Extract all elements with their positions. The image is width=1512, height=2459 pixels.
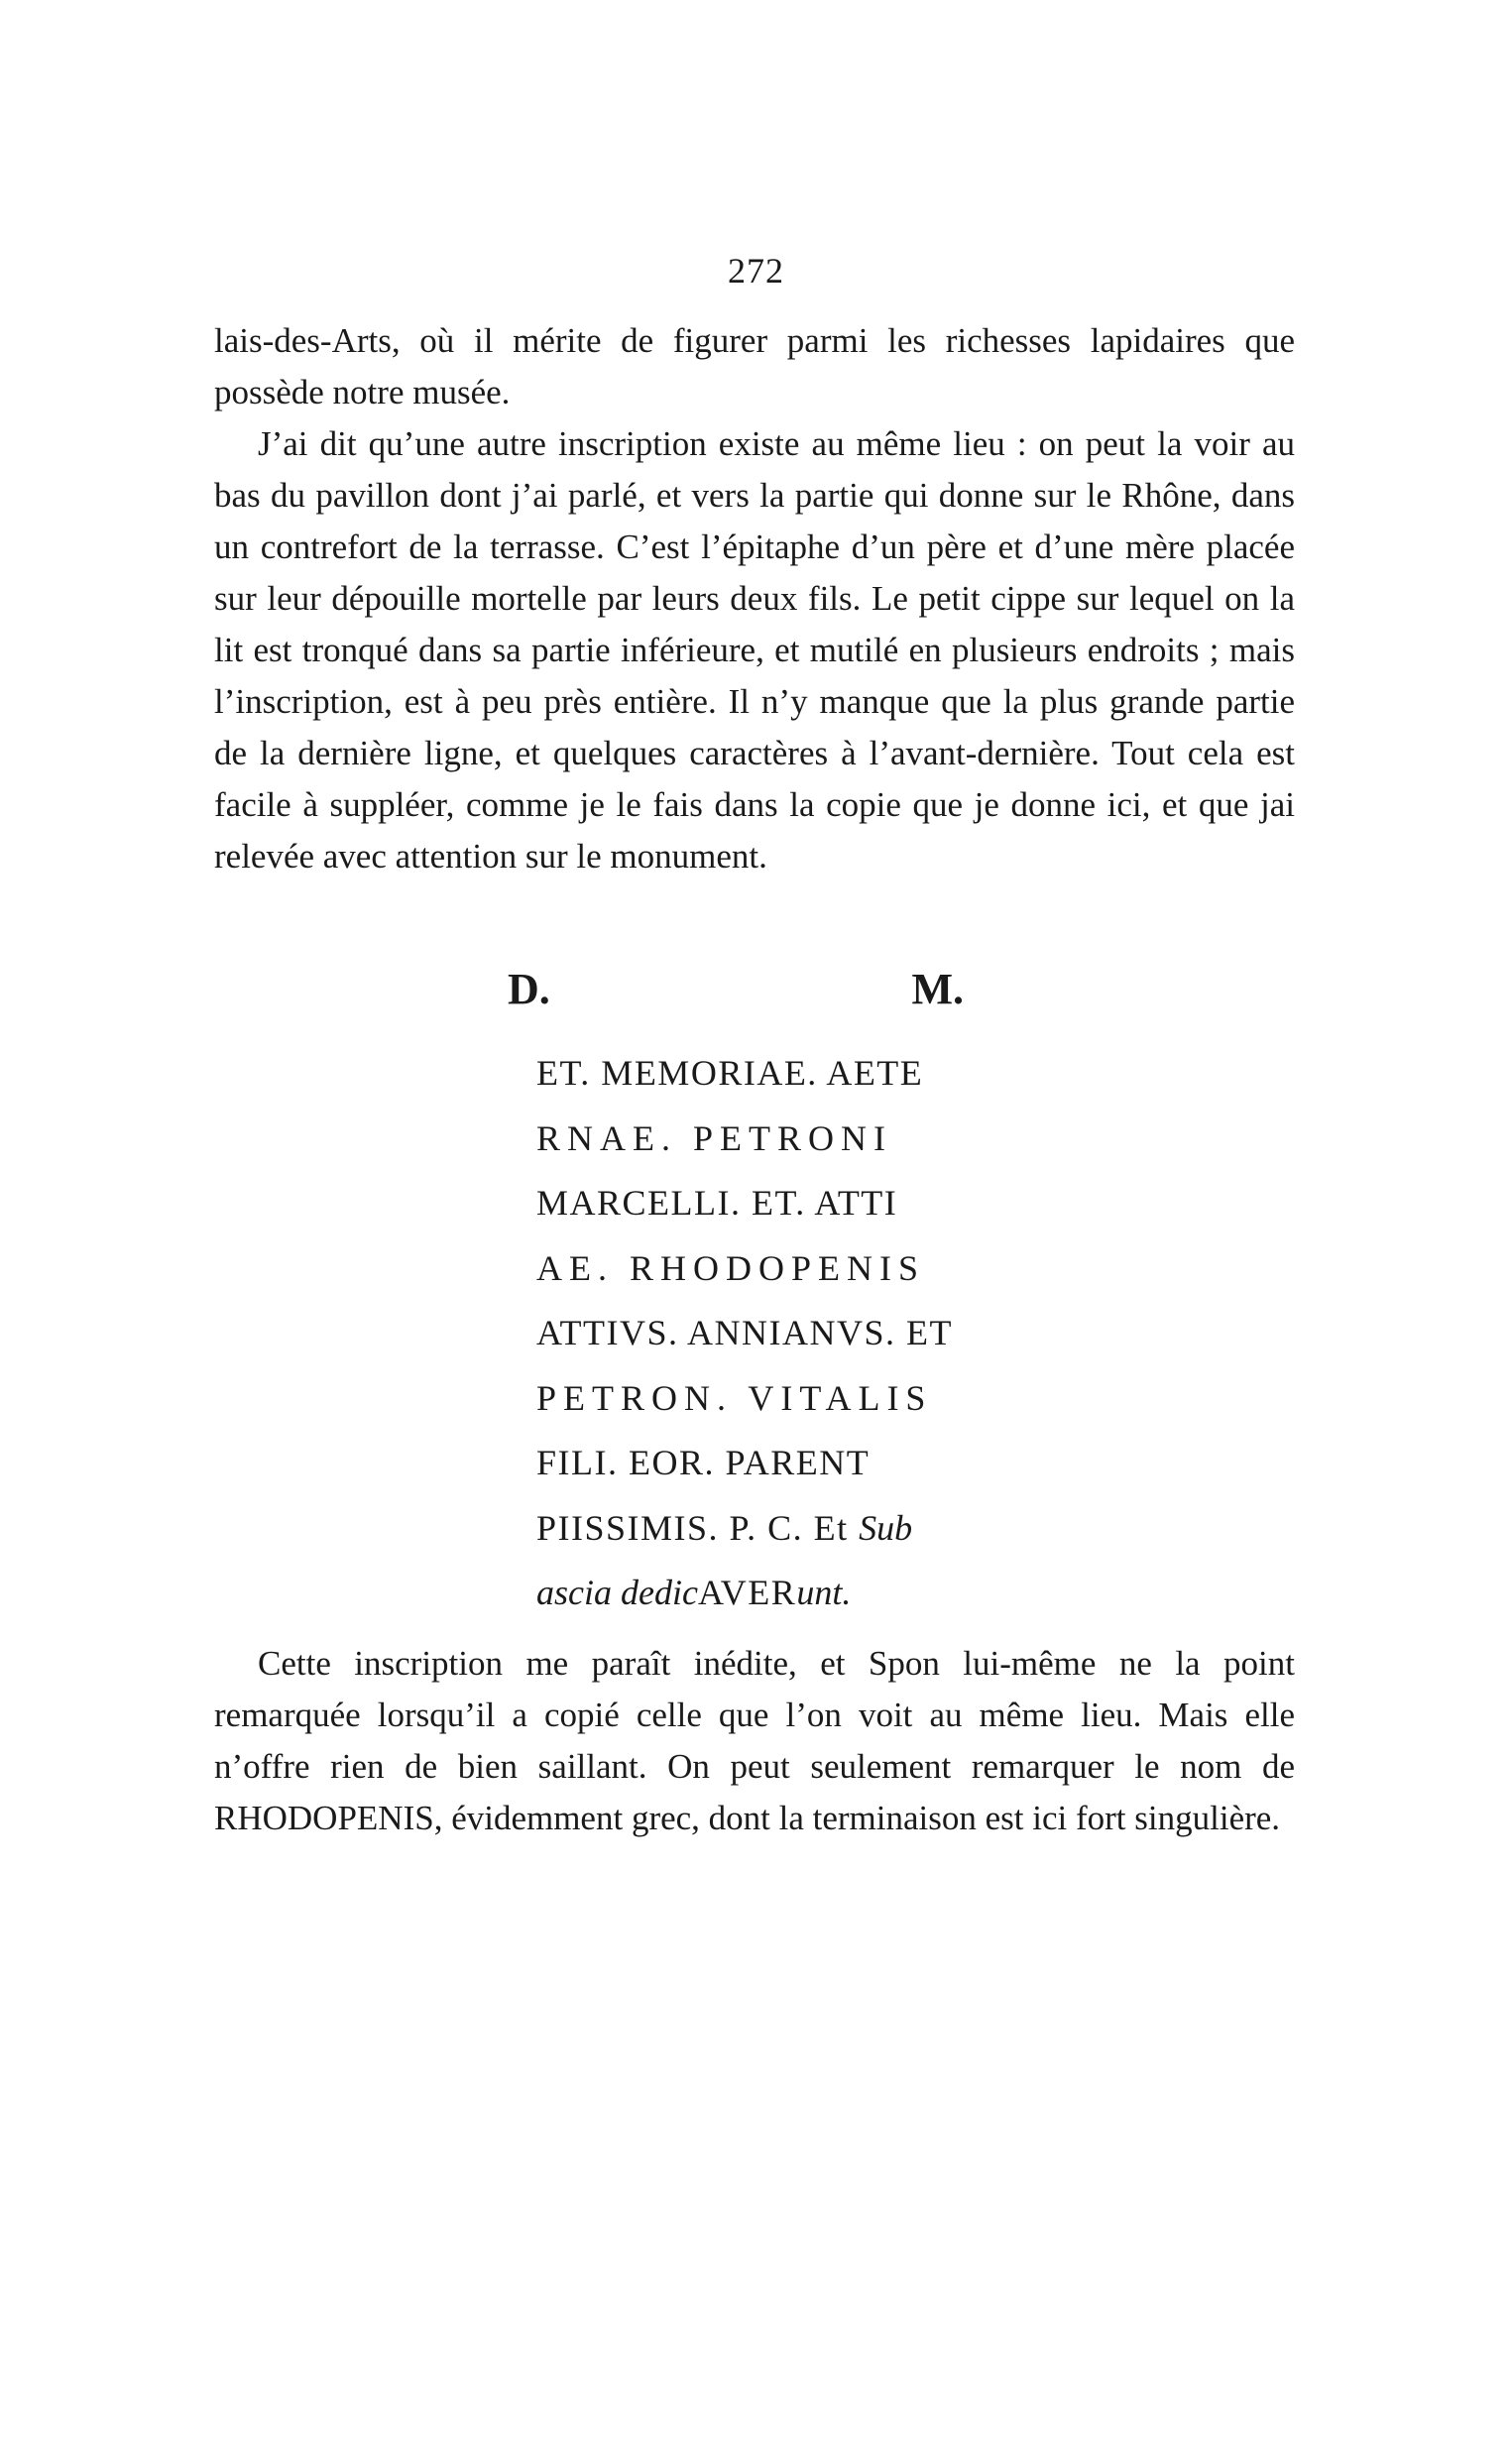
inscription-line-8	[536, 1496, 953, 1562]
inscription-line-8-italic: Sub	[859, 1507, 913, 1548]
inscription-d: D.	[508, 965, 550, 1013]
inscription-m: M.	[911, 965, 964, 1013]
page-number: 272	[728, 251, 784, 291]
paragraph-commentary: Cette inscription me paraît inédite, et Spon lui-même ne la point remarquée lorsqu’il a copié celle que l’on voit au même lieu. Mais elle n’offre rien de bien saillant. On peut seulement remarquer le nom de RHODOPENIS, évidemment grec, dont la terminaison est ici fort singulière.	[214, 1644, 1295, 1837]
inscription-line-1: ET. MEMORIAE. AETE	[536, 1053, 924, 1093]
inscription-line-8-main: PIISSIMIS. P. C. Et	[536, 1507, 860, 1548]
paragraph-continuation: lais-des-Arts, où il mérite de figurer parmi les richesses lapidaires que possède notre musée.	[214, 321, 1295, 411]
inscription-line-7: FILI. EOR. PARENT	[536, 1443, 871, 1482]
inscription-body	[536, 1041, 953, 1626]
inscription-dm-heading	[508, 964, 964, 1014]
paragraph-inscription-description: J’ai dit qu’une autre inscription existe au même lieu : on peut la voir au bas du pavillon dont j’ai parlé, et vers la partie qui donne sur le Rhône, dans un contrefort de la terrasse. C’est l’épitaphe d’un père et d’une mère placée sur leur dépouille mortelle par leurs deux fils. Le petit cippe sur lequel on la lit est tronqué dans sa partie inférieure, et mutilé en plusieurs endroits ; mais l’inscription, est à peu près entière. Il n’y manque que la plus grande partie de la dernière ligne, et quelques caractères à l’avant-dernière. Tout cela est facile à suppléer, comme je le fais dans la copie que je donne ici, et que jai relevée avec attention sur le monument.	[214, 424, 1295, 876]
inscription-line-9-italic-a: ascia dedic	[536, 1573, 698, 1612]
inscription-line-5: ATTIVS. ANNIANVS. ET	[536, 1313, 953, 1352]
inscription-line-6: PETRON. VITALIS	[536, 1377, 933, 1418]
top-text-block	[214, 315, 1295, 882]
inscription-line-9-caps: AVER	[697, 1573, 797, 1612]
bottom-text-block	[214, 1638, 1295, 1844]
inscription-line-9-italic-b: unt.	[796, 1573, 852, 1612]
inscription-line-3: MARCELLI. ET. ATTI	[536, 1183, 898, 1223]
inscription-line-4: AE. RHODOPENIS	[536, 1247, 926, 1288]
inscription-line-2: RNAE. PETRONI	[536, 1117, 892, 1158]
inscription-line-9	[536, 1561, 953, 1626]
